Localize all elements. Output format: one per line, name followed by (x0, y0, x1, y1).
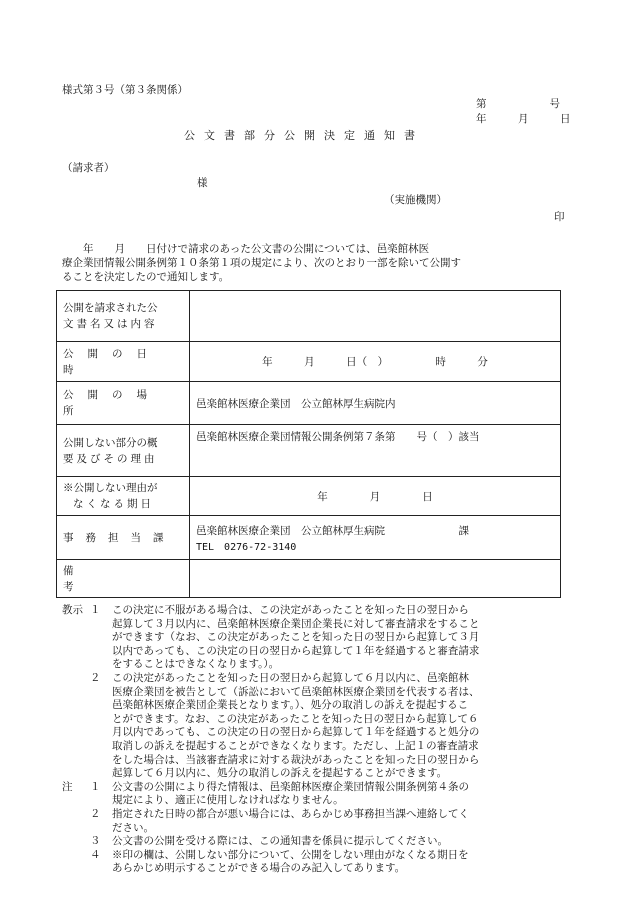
table-row (57, 560, 561, 598)
note-item (62, 849, 572, 876)
seal-mark: 印 (554, 211, 565, 223)
note-text (112, 849, 572, 876)
label-text: 公開の場所 (63, 389, 161, 417)
text-line: 以内であっても、この決定の日の翌日から起算して１年を経過すると審査請求 (112, 644, 480, 657)
notice-text (112, 672, 572, 781)
text-line: あらかじめ明示することができる場合のみ記入してあります。 (112, 862, 406, 875)
requester-label: （請求者） (62, 162, 115, 174)
text-line: 公文書の公開により得た情報は、邑楽館林医療企業団情報公開条例第４条の (112, 780, 469, 793)
label-line (63, 316, 183, 332)
disclosure-place-label (57, 382, 190, 425)
department-name: 邑楽館林医療企業団 公立館林厚生病院 課 (196, 524, 469, 537)
text-line: 邑楽館林医療企業団企業長となります。）、処分の取消しの訴えを提起するこ (112, 699, 469, 712)
label-text: 事務担当課 (63, 531, 176, 544)
label-text: 備考 (63, 564, 160, 593)
text-line: とができます。なお、この決定があったことを知った日の翌日から起算して６ (112, 712, 479, 725)
agency-label: （実施機関） (384, 194, 447, 206)
undisclosed-part-label (57, 425, 190, 477)
text-line: 起算して６月以内に、処分の取消しの訴えを提起することができます。 (112, 767, 448, 780)
reason-expiry-value[interactable]: 年 月 日 (190, 477, 561, 516)
intro-paragraph (62, 242, 570, 284)
notice-number: １ (90, 604, 101, 616)
label-line: 要及びその理由 (63, 452, 158, 465)
intro-line: 療企業団情報公開条例第１０条第１項の規定により、次のとおり一部を除いて公開す (62, 257, 461, 269)
reason-expiry-label (57, 477, 190, 516)
note-number: １ (90, 780, 101, 793)
disclosure-datetime-value[interactable]: 年 月 日（ ） 時 分 (190, 342, 561, 382)
disclosure-table (56, 290, 561, 598)
department-label (57, 516, 190, 560)
notice-number: ２ (90, 671, 101, 684)
requested-document-value[interactable] (190, 291, 561, 342)
notice-item (62, 672, 572, 781)
table-row (57, 291, 561, 342)
notices-section (62, 604, 572, 876)
text-line: をすることはできなくなります。）。 (112, 658, 280, 671)
label-line: 公開しない部分の概 (63, 436, 158, 449)
text-line: 規定により、適正に使用しなければなりません。 (112, 794, 344, 807)
note-item (62, 835, 572, 849)
document-number-label: 第 号 (476, 98, 560, 110)
intro-line: 年 月 日付けで請求のあった公文書の公開については、邑楽館林医 (62, 243, 430, 255)
document-title: 公文書部分公開決定通知書 (184, 129, 424, 142)
text-line: この決定があったことを知った日の翌日から起算して６月以内に、邑楽館林 (112, 671, 469, 684)
text-line: 取消しの訴えを提起することができなくなります。ただし、上記１の審査請求 (112, 739, 479, 752)
notice-heading: 教示 (62, 604, 83, 616)
text-line: この決定に不服がある場合は、この決定があったことを知った日の翌日から (112, 604, 469, 616)
department-value[interactable] (190, 516, 561, 560)
notes-heading: 注 (62, 780, 73, 793)
table-row (57, 425, 561, 477)
notice-text (112, 604, 572, 672)
text-line: 指定された日時の都合が悪い場合には、あらかじめ事務担当課へ連絡してく (112, 807, 469, 820)
spacer (62, 849, 90, 876)
undisclosed-part-value[interactable]: 邑楽館林医療企業団情報公開条例第７条第 号（ ）該当 (190, 425, 561, 477)
table-row (57, 516, 561, 560)
spacer (62, 808, 90, 835)
table-row (57, 382, 561, 425)
note-number: ２ (90, 807, 101, 820)
text-line: 起算して３月以内に、邑楽館林医療企業団企業長に対して審査請求をすること (112, 617, 480, 630)
table-row (57, 342, 561, 382)
spacer (62, 835, 90, 849)
table-row (57, 477, 561, 516)
note-text (112, 781, 572, 808)
note-number: ４ (90, 848, 101, 861)
intro-line: ることを決定したので通知します。 (62, 271, 230, 283)
note-item (62, 781, 572, 808)
spacer (62, 672, 90, 781)
label-text: 文書名又は内容 (63, 318, 158, 330)
note-number: ３ (90, 835, 101, 848)
label-line: なくなる期日 (73, 498, 154, 510)
note-text (112, 808, 572, 835)
department-phone: TEL 0276-72-3140 (196, 541, 297, 553)
notice-item (62, 604, 572, 672)
label-line: ※公開しない理由が (63, 482, 158, 494)
issue-date-label: 年 月 日 (476, 113, 571, 125)
text-line: ※印の欄は、公開しない部分について、公開をしない理由がなくなる期日を (112, 848, 469, 861)
text-line: ができます（なお、この決定があったことを知った日の翌日から起算して３月 (112, 631, 480, 644)
text-line: 公文書の公開を受ける際には、この通知書を係員に提示してください。 (112, 835, 448, 848)
remarks-value[interactable] (190, 560, 561, 598)
note-item (62, 808, 572, 835)
form-label: 様式第３号（第３条関係） (62, 84, 188, 96)
disclosure-place-value[interactable]: 邑楽館林医療企業団 公立館林厚生病院内 (190, 382, 561, 425)
text-line: をした場合は、当該審査請求に対する裁決があったことを知った日の翌日から (112, 753, 480, 766)
requested-document-label (57, 291, 190, 342)
text-line: 医療企業団を被告として（訴訟において邑楽館林医療企業団を代表する者は、 (112, 685, 480, 698)
remarks-label (57, 560, 190, 598)
text-line: ださい。 (112, 821, 154, 834)
note-text (112, 835, 572, 849)
requester-honorific: 様 (197, 177, 208, 189)
label-line: 公開を請求された公 (63, 302, 158, 314)
text-line: 月以内であっても、この決定の日の翌日から起算して１年を経過すると処分の (112, 726, 480, 739)
label-text: 公開の日時 (63, 347, 161, 376)
disclosure-datetime-label (57, 342, 190, 382)
